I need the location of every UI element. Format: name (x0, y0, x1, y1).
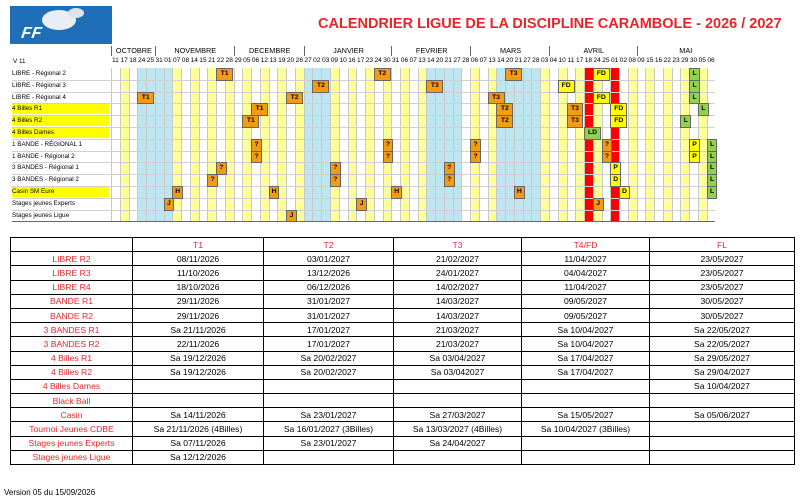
calendar-row-label: LIBRE - Régional 2 (12, 70, 66, 77)
day-header: 26 (295, 57, 303, 64)
column-header: T2 (264, 238, 394, 252)
page-title: CALENDRIER LIGUE DE LA DISCIPLINE CARAMBOLE - 2026 / 2027 (318, 16, 782, 32)
date-cell: Sa 10/04/2027 (650, 379, 795, 393)
calendar-event-marker: ? (470, 151, 481, 164)
date-cell (394, 394, 522, 408)
date-cell: 09/05/2027 (522, 294, 650, 308)
calendar-row-label: 4 Billes R1 (12, 104, 109, 114)
calendar-row-label: LIBRE - Régional 3 (12, 81, 66, 89)
calendar-row-label: 1 BANDE - RÉGIONAL 1 (12, 140, 83, 148)
day-header: 30 (383, 57, 391, 64)
discipline-name: 4 Billes R1 (11, 351, 133, 365)
day-header: 25 (146, 57, 155, 64)
day-header: 28 (462, 57, 470, 64)
calendar-row-label: 3 BANDES - Régional 1 (12, 164, 79, 172)
calendar-event-marker: H (391, 186, 402, 199)
discipline-name: Stages jeunes Experts (11, 436, 133, 450)
day-header: 22 (663, 57, 671, 64)
table-row (11, 294, 795, 308)
calendar-event-marker: ? (330, 174, 341, 187)
calendar-event-marker: ? (444, 162, 455, 175)
row-gridline (12, 80, 715, 81)
calendar-event-marker: L (707, 151, 718, 164)
day-header: 06 (251, 57, 260, 64)
version-note: Version 05 du 15/09/2026 (4, 488, 96, 497)
day-header: 13 (418, 57, 426, 64)
calendar-event-marker: J (286, 210, 297, 223)
calendar-event-marker: L (689, 68, 700, 81)
calendar-event-marker: ? (251, 151, 262, 164)
calendar-event-marker: L (698, 103, 709, 116)
calendar-event-marker: T2 (496, 103, 513, 116)
date-cell: 11/04/2027 (522, 280, 650, 294)
calendar-event-marker: J (593, 198, 604, 211)
day-header: 06 (707, 57, 715, 64)
discipline-name: LIBRE R3 (11, 266, 133, 280)
discipline-name: Black Ball (11, 394, 133, 408)
day-header: 17 (120, 57, 128, 64)
date-cell: 21/03/2027 (394, 337, 522, 351)
table-header-row (11, 238, 795, 252)
day-header: 14 (427, 57, 435, 64)
date-cell (650, 422, 795, 436)
calendar-event-marker: L (689, 92, 700, 105)
table-row (11, 422, 795, 436)
discipline-name: 3 BANDES R1 (11, 323, 133, 337)
day-header: 05 (698, 57, 706, 64)
day-header: 31 (155, 57, 163, 64)
discipline-name: BANDE R1 (11, 294, 133, 308)
discipline-name: Stages jeunes Ligue (11, 450, 133, 464)
calendar-event-marker: P (610, 162, 621, 175)
date-cell: 09/05/2027 (522, 308, 650, 322)
calendar-row-label: LIBRE - Régional 4 (12, 93, 66, 101)
day-header: 02 (619, 57, 628, 64)
day-header: 30 (689, 57, 698, 64)
date-cell (650, 436, 795, 450)
calendar-event-marker: FD (593, 68, 610, 81)
date-cell (522, 379, 650, 393)
date-cell (522, 450, 650, 464)
calendar-row-label: Casin SM Eure (12, 187, 109, 197)
day-header: 08 (181, 57, 190, 64)
date-cell (133, 394, 264, 408)
table-row (11, 351, 795, 365)
day-header: 17 (356, 57, 365, 64)
table-row (11, 266, 795, 280)
day-header: 18 (129, 57, 137, 64)
day-header: 10 (558, 57, 566, 64)
column-header: T1 (133, 238, 264, 252)
month-label: JANVIER (304, 46, 393, 56)
date-cell: Sa 21/11/2026 (133, 323, 264, 337)
day-header: 17 (575, 57, 584, 64)
date-cell (394, 450, 522, 464)
day-header: 27 (304, 57, 312, 64)
date-cell: 06/12/2026 (264, 280, 394, 294)
day-header: 20 (505, 57, 514, 64)
day-header: 29 (234, 57, 242, 64)
discipline-name: 3 BANDES R2 (11, 337, 133, 351)
discipline-name: LIBRE R4 (11, 280, 133, 294)
date-cell: Sa 20/02/2027 (264, 365, 394, 379)
day-header: 23 (365, 57, 374, 64)
day-header: 25 (602, 57, 610, 64)
calendar-event-marker: ? (470, 139, 481, 152)
discipline-name: Casin (11, 408, 133, 422)
calendar-row-label: 4 Billes Dames (12, 128, 109, 138)
month-label: MARS (470, 46, 550, 56)
day-header: 02 (313, 57, 321, 64)
calendar-event-marker: L (707, 162, 718, 175)
date-cell: 30/05/2027 (650, 294, 795, 308)
date-cell: Sa 23/01/2027 (264, 436, 394, 450)
month-label: DECEMBRE (234, 46, 305, 56)
date-cell: 13/12/2026 (264, 266, 394, 280)
date-cell (650, 394, 795, 408)
calendar-event-marker: J (356, 198, 367, 211)
date-cell: Sa 14/11/2026 (133, 408, 264, 422)
day-header: 28 (225, 57, 233, 64)
date-cell: Sa 19/12/2026 (133, 365, 264, 379)
calendar-event-marker: ? (602, 151, 613, 164)
calendar-event-marker: T1 (216, 68, 233, 81)
calendar-event-marker: P (689, 151, 700, 164)
date-cell: 21/03/2027 (394, 323, 522, 337)
calendar-row-label: 4 Billes R2 (12, 116, 109, 126)
date-cell: Sa 21/11/2026 (4Billes) (133, 422, 264, 436)
day-header: 29 (681, 57, 689, 64)
date-cell: Sa 12/12/2026 (133, 450, 264, 464)
day-header: 27 (453, 57, 461, 64)
date-cell (264, 379, 394, 393)
date-cell: Sa 10/04/2027 (3Billes) (522, 422, 650, 436)
date-cell: 22/11/2026 (133, 337, 264, 351)
calendar-event-marker: J (164, 198, 175, 211)
results-table (10, 237, 795, 465)
date-cell: 21/02/2027 (394, 252, 522, 266)
column-header (11, 238, 133, 252)
calendar-event-marker: ? (251, 139, 262, 152)
calendar-event-marker: LD (584, 127, 601, 140)
date-cell: Sa 19/12/2026 (133, 351, 264, 365)
calendar-event-marker: T3 (426, 80, 443, 93)
date-cell (264, 450, 394, 464)
table-row (11, 252, 795, 266)
table-row (11, 308, 795, 322)
discipline-name: BANDE R2 (11, 308, 133, 322)
month-label: MAI (637, 46, 734, 56)
calendar-event-marker: H (172, 186, 183, 199)
day-header: 20 (286, 57, 295, 64)
day-header: 10 (339, 57, 347, 64)
day-header: 08 (628, 57, 636, 64)
day-header: 07 (173, 57, 181, 64)
date-cell: 04/04/2027 (522, 266, 650, 280)
table-row (11, 337, 795, 351)
date-cell: 14/02/2027 (394, 280, 522, 294)
day-header: 15 (646, 57, 654, 64)
calendar-event-marker: H (514, 186, 525, 199)
table-row (11, 436, 795, 450)
calendar-event-marker: ? (216, 162, 227, 175)
calendar-row-label: Stages jeunes Ligue (12, 211, 70, 219)
calendar-event-marker: P (689, 139, 700, 152)
calendar-grid (0, 0, 802, 230)
day-header: 21 (514, 57, 522, 64)
day-header: 01 (611, 57, 619, 64)
day-header: 07 (409, 57, 417, 64)
date-cell: 23/05/2027 (650, 266, 795, 280)
discipline-name: 4 Billes R2 (11, 365, 133, 379)
calendar-event-marker: T3 (567, 103, 584, 116)
date-cell: 17/01/2027 (264, 337, 394, 351)
table-row (11, 365, 795, 379)
calendar-event-marker: ? (383, 151, 394, 164)
day-header: 18 (584, 57, 593, 64)
date-cell: 31/01/2027 (264, 308, 394, 322)
calendar-event-marker: FD (593, 92, 610, 105)
discipline-name: LIBRE R2 (11, 252, 133, 266)
date-cell: 03/01/2027 (264, 252, 394, 266)
date-cell: Sa 10/04/2027 (522, 323, 650, 337)
date-cell (394, 379, 522, 393)
day-header: 11 (567, 57, 575, 64)
day-header: 06 (470, 57, 479, 64)
calendar-event-marker: D (610, 174, 621, 187)
calendar-event-marker: T2 (286, 92, 303, 105)
row-gridline (12, 92, 715, 93)
date-cell: Sa 13/03/2027 (4Billes) (394, 422, 522, 436)
calendar-event-marker: T3 (505, 68, 522, 81)
date-cell: Sa 27/03/2027 (394, 408, 522, 422)
date-cell (522, 394, 650, 408)
calendar-bottom-border (12, 221, 715, 222)
date-cell: Sa 22/05/2027 (650, 323, 795, 337)
column-header: T4/FD (522, 238, 650, 252)
date-cell: Sa 29/05/2027 (650, 351, 795, 365)
calendar-event-marker: T2 (374, 68, 391, 81)
calendar-event-marker: T3 (488, 92, 505, 105)
day-header: 28 (532, 57, 540, 64)
column-header: T3 (394, 238, 522, 252)
table-row (11, 379, 795, 393)
calendar-event-marker: FD (610, 103, 627, 116)
date-cell: Sa 23/01/2027 (264, 408, 394, 422)
day-header: 19 (278, 57, 286, 64)
logo-text: FF BILLARD (17, 25, 94, 60)
day-header: 09 (637, 57, 645, 64)
date-cell: Sa 17/04/2027 (522, 365, 650, 379)
date-cell: Sa 24/04/2027 (394, 436, 522, 450)
calendar-event-marker: ? (602, 139, 613, 152)
calendar-event-marker: T1 (242, 115, 259, 128)
day-header: 07 (479, 57, 487, 64)
date-cell: Sa 17/04/2027 (522, 351, 650, 365)
calendar-row-label: Stages jeunes Experts (12, 199, 76, 207)
discipline-name: 4 Billes Dames (11, 379, 133, 393)
table-row (11, 408, 795, 422)
calendar-event-marker: L (707, 186, 718, 199)
calendar-event-marker: L (689, 80, 700, 93)
day-header: 13 (488, 57, 496, 64)
date-cell: 31/01/2027 (264, 294, 394, 308)
date-cell: 11/10/2026 (133, 266, 264, 280)
calendar-event-marker: ? (330, 162, 341, 175)
month-label: NOVEMBRE (155, 46, 235, 56)
calendar-event-marker: ? (444, 174, 455, 187)
table-row (11, 450, 795, 464)
day-header: 24 (593, 57, 601, 64)
date-cell: Sa 22/05/2027 (650, 337, 795, 351)
day-header: 05 (243, 57, 251, 64)
calendar-event-marker: L (707, 174, 718, 187)
day-header: 27 (523, 57, 531, 64)
date-cell: 18/10/2026 (133, 280, 264, 294)
calendar-event-marker: T2 (496, 115, 513, 128)
row-header-label: V 11 (13, 58, 26, 65)
date-cell: 29/11/2026 (133, 308, 264, 322)
day-header: 24 (374, 57, 382, 64)
day-header: 14 (497, 57, 505, 64)
day-header: 21 (208, 57, 216, 64)
date-cell: Sa 20/02/2027 (264, 351, 394, 365)
column-header: FL (650, 238, 795, 252)
day-header: 06 (400, 57, 409, 64)
month-label: FEVRIER (391, 46, 471, 56)
day-header: 23 (672, 57, 680, 64)
calendar-event-marker: L (680, 115, 691, 128)
day-header: 11 (111, 57, 119, 64)
day-header: 12 (260, 57, 268, 64)
table-row (11, 323, 795, 337)
date-cell (522, 436, 650, 450)
calendar-event-marker: D (619, 186, 630, 199)
calendar-event-marker: ? (207, 174, 218, 187)
day-header: 21 (444, 57, 452, 64)
date-cell: Sa 10/04/2027 (522, 337, 650, 351)
date-cell: Sa 29/04/2027 (650, 365, 795, 379)
date-cell: Sa 03/04/2027 (394, 351, 522, 365)
day-header: 03 (321, 57, 330, 64)
month-label: OCTOBRE (111, 46, 156, 56)
date-cell: Sa 03/042027 (394, 365, 522, 379)
calendar-event-marker: T1 (137, 92, 154, 105)
date-cell: 17/01/2027 (264, 323, 394, 337)
date-cell: Sa 07/11/2026 (133, 436, 264, 450)
day-header: 03 (540, 57, 549, 64)
day-header: 14 (190, 57, 198, 64)
day-header: 16 (348, 57, 356, 64)
date-cell (650, 450, 795, 464)
day-header: 09 (330, 57, 339, 64)
date-cell: 14/03/2027 (394, 294, 522, 308)
day-header: 31 (392, 57, 400, 64)
table-row (11, 280, 795, 294)
calendar-row-label: 1 BANDE - Régional 2 (12, 152, 75, 160)
date-cell: Sa 16/01/2027 (3Billes) (264, 422, 394, 436)
day-header: 13 (269, 57, 277, 64)
date-cell: 08/11/2026 (133, 252, 264, 266)
date-cell: 14/03/2027 (394, 308, 522, 322)
calendar-event-marker: T3 (567, 115, 584, 128)
calendar-event-marker: ? (383, 139, 394, 152)
day-header: 22 (216, 57, 225, 64)
calendar-event-marker: FD (610, 115, 627, 128)
month-label: AVRIL (549, 46, 638, 56)
date-cell: 30/05/2027 (650, 308, 795, 322)
calendar-event-marker: FD (558, 80, 575, 93)
calendar-event-marker: H (269, 186, 280, 199)
date-cell: 11/04/2027 (522, 252, 650, 266)
day-header: 24 (137, 57, 146, 64)
calendar-event-marker: T2 (312, 80, 329, 93)
date-cell: Sa 05/06/2027 (650, 408, 795, 422)
date-cell: 29/11/2026 (133, 294, 264, 308)
day-header: 01 (164, 57, 172, 64)
calendar-event-marker: T1 (251, 103, 268, 116)
discipline-name: Tournoi Jeunes CDBE (11, 422, 133, 436)
date-cell (133, 379, 264, 393)
day-header: 20 (435, 57, 444, 64)
date-cell: 24/01/2027 (394, 266, 522, 280)
day-header: 15 (199, 57, 207, 64)
date-cell (264, 394, 394, 408)
day-header: 16 (654, 57, 663, 64)
day-header: 04 (549, 57, 558, 64)
date-cell: 23/05/2027 (650, 252, 795, 266)
date-cell: Sa 15/05/2027 (522, 408, 650, 422)
calendar-event-marker: L (707, 139, 718, 152)
table-row (11, 394, 795, 408)
date-cell: 23/05/2027 (650, 280, 795, 294)
calendar-row-label: 3 BANDES - Régional 2 (12, 176, 79, 184)
